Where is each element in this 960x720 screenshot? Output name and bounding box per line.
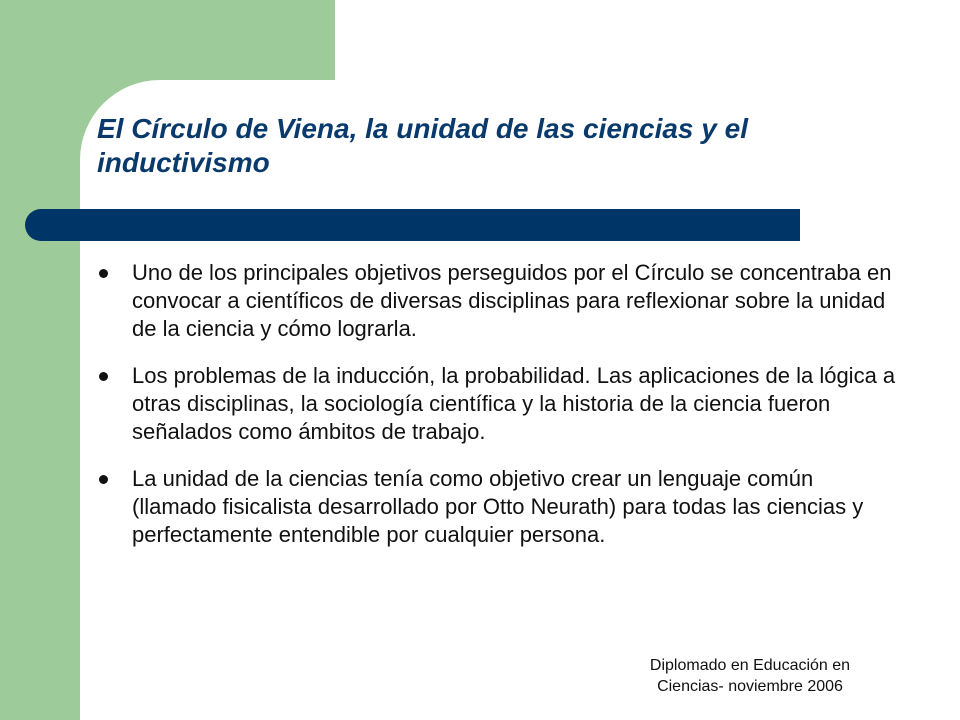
footer-line-1: Diplomado en Educación en: [649, 657, 851, 674]
bullet-list: [99, 259, 899, 568]
bullet-text-2: Los problemas de la inducción, la probabilidad. Las aplicaciones de la lógica a otras disciplinas, la sociología científica y la historia de la ciencia fueron señalados como ámbitos de trabajo.: [132, 363, 896, 444]
slide-title: El Círculo de Viena, la unidad de las ciencias y el inductivismo: [97, 113, 748, 178]
green-left-strip: [0, 0, 80, 720]
title-underline-bar: [25, 209, 800, 241]
bullet-dot-icon: [99, 372, 108, 381]
bullet-dot-icon: [99, 475, 108, 484]
bullet-item-2: [99, 362, 899, 446]
footer-line-2: Ciencias- noviembre 2006: [657, 678, 843, 695]
bullet-text-1: Uno de los principales objetivos perseguidos por el Círculo se concentraba en convocar a científicos de diversas disciplinas para reflexionar sobre la unidad de la ciencia y cómo lograrla.: [132, 260, 892, 341]
bullet-text-3: La unidad de la ciencias tenía como objetivo crear un lenguaje común (llamado fisicalista desarrollado por Otto Neurath) para todas las ciencias y perfectamente entendible por cualquier persona.: [132, 466, 864, 547]
slide-footer: [630, 655, 870, 697]
bullet-item-3: [99, 465, 899, 549]
bullet-dot-icon: [99, 269, 108, 278]
bullet-item-1: [99, 259, 899, 343]
